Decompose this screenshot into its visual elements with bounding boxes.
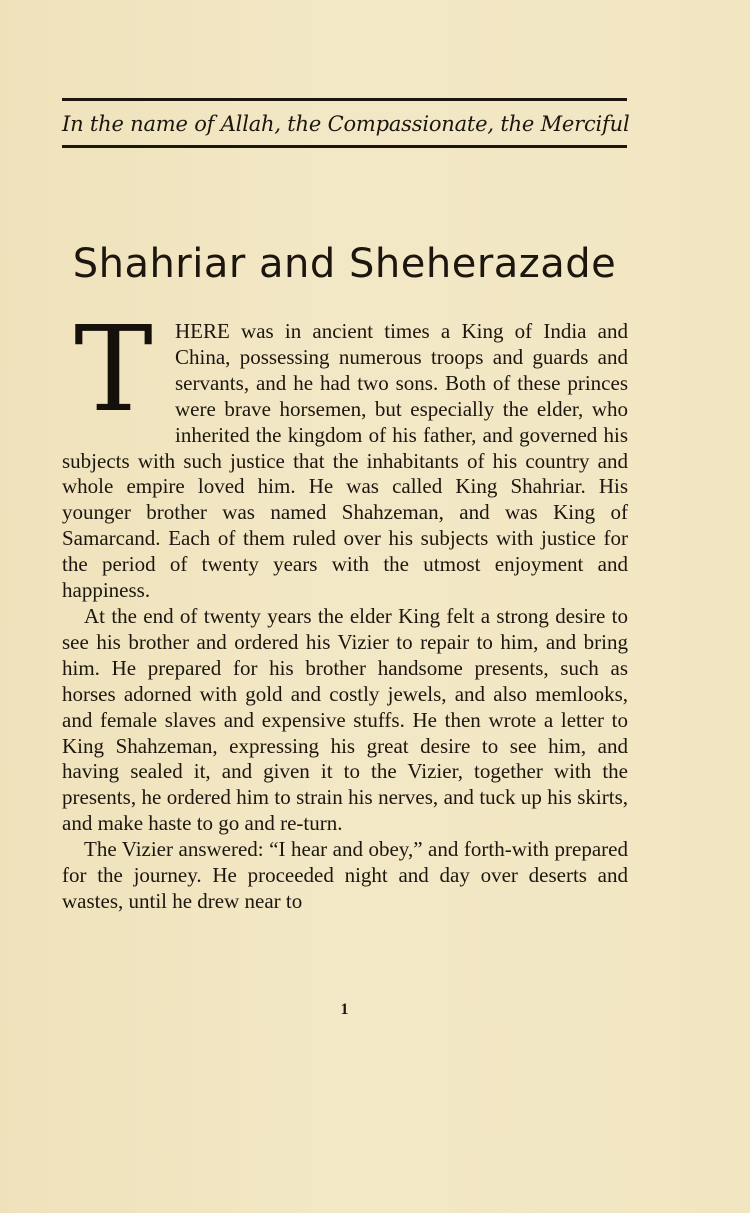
paragraph-3: The Vizier answered: “I hear and obey,” and forth-with prepared for the journey. He proceeded night and day over deserts and wastes, until he drew near to (62, 837, 628, 913)
header-rule-bottom (62, 145, 627, 148)
header-rule-top (62, 98, 627, 101)
page-number: 1 (340, 1001, 349, 1018)
drop-cap: T (74, 300, 153, 438)
paragraph-1 (62, 300, 628, 604)
chapter-title: Shahriar and Sheherazade (72, 241, 617, 287)
paragraph-1-text: HERE was in ancient times a King of India and China, possessing numerous troops and guards and servants, and he had two sons. Both of these princes were brave horsemen, but especially the elder, who inherited the kingdom of his father, and governed his subjects with such justice that the inhabitants of his country and whole empire loved him. He was called King Shahriar. His younger brother was named Shahzeman, and was King of Samarcand. Each of them ruled over his subjects with justice for the period of twenty years with the utmost enjoyment and happiness. (62, 319, 628, 603)
paragraph-2: At the end of twenty years the elder King felt a strong desire to see his brother and ordered his Vizier to repair to him, and bring him. He prepared for his brother handsome presents, such as horses adorned with gold and costly jewels, and also memlooks, and female slaves and expensive stuffs. He then wrote a letter to King Shahzeman, expressing his great desire to see him, and having sealed it, and given it to the Vizier, together with the presents, he ordered him to strain his nerves, and tuck up his skirts, and make haste to go and re-turn. (62, 603, 628, 836)
running-header: In the name of Allah, the Compassionate, the Merciful (62, 112, 630, 136)
chapter-body (62, 300, 628, 915)
